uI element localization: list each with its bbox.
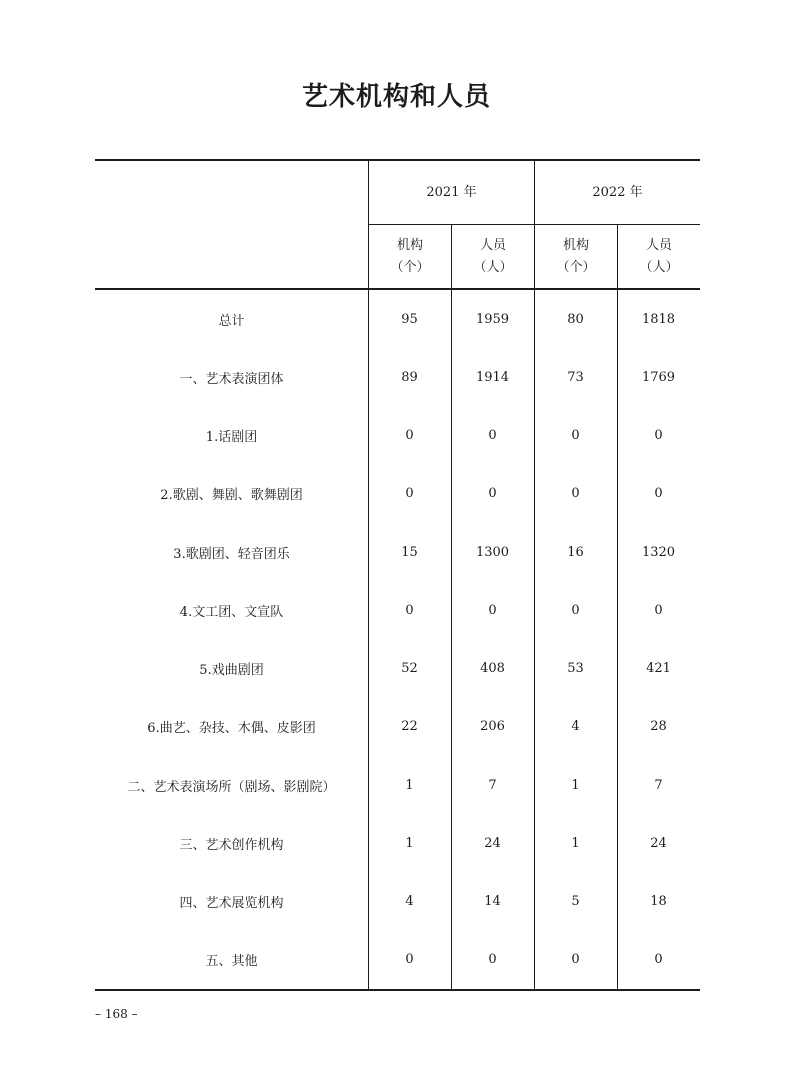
value-2021-institutions: 0 <box>405 428 414 444</box>
value-2022-institutions: 4 <box>571 719 580 735</box>
value-2021-institutions: 4 <box>405 894 414 910</box>
value-2021-institutions: 1 <box>405 777 414 793</box>
value-2022-institutions: 1 <box>571 835 580 851</box>
value-2021-institutions: 22 <box>401 719 418 735</box>
value-2022-institutions: 73 <box>567 369 584 385</box>
page-number: – 168 – <box>95 1007 138 1021</box>
subheader-unit: （人） <box>639 259 679 275</box>
value-2022-personnel: 1818 <box>641 311 676 327</box>
subheader-label: 机构 <box>562 237 589 253</box>
row-label: 三、艺术创作机构 <box>179 837 284 853</box>
year-header-2021 <box>369 161 534 224</box>
row-label: 2.歌剧、舞剧、歌舞剧团 <box>160 488 303 504</box>
value-2021-personnel: 0 <box>488 428 497 444</box>
value-2022-personnel: 18 <box>650 894 667 910</box>
value-2022-institutions: 0 <box>571 602 580 618</box>
value-2021-institutions: 52 <box>401 661 418 677</box>
value-2021-institutions: 0 <box>405 486 414 502</box>
value-2021-institutions: 15 <box>401 544 418 560</box>
row-label: 二、艺术表演场所（剧场、影剧院） <box>127 779 336 795</box>
subheader-label: 人员 <box>479 237 506 253</box>
value-2021-personnel: 0 <box>488 952 497 968</box>
value-2022-institutions: 1 <box>571 777 580 793</box>
value-2021-institutions: 1 <box>405 835 414 851</box>
value-2021-personnel: 14 <box>484 894 501 910</box>
value-2022-personnel: 28 <box>650 719 667 735</box>
value-2022-personnel: 7 <box>654 777 663 793</box>
value-2021-institutions: 95 <box>401 311 418 327</box>
year-header-2022 <box>535 161 700 224</box>
value-2022-institutions: 0 <box>571 952 580 968</box>
data-table-body <box>95 290 700 989</box>
value-2022-personnel: 0 <box>654 428 663 444</box>
row-label: 4.文工团、文宣队 <box>179 604 284 620</box>
row-label: 五、其他 <box>205 954 258 970</box>
subheader-2021-institutions <box>369 225 451 288</box>
year-label: 2022 年 <box>592 184 643 200</box>
value-2021-personnel: 0 <box>488 602 497 618</box>
row-label: 6.曲艺、杂技、木偶、皮影团 <box>147 721 316 737</box>
subheader-2021-personnel <box>452 225 534 288</box>
value-2022-personnel: 0 <box>654 486 663 502</box>
value-2022-personnel: 421 <box>646 661 671 677</box>
value-2021-personnel: 7 <box>488 777 497 793</box>
value-2021-personnel: 408 <box>480 661 505 677</box>
row-label: 总计 <box>218 313 245 329</box>
subheader-unit: （个） <box>390 259 430 275</box>
subheader-label: 人员 <box>645 237 672 253</box>
subheader-label: 机构 <box>396 237 423 253</box>
table-bottom-rule <box>95 989 700 991</box>
value-2021-institutions: 89 <box>401 369 418 385</box>
subheader-unit: （人） <box>473 259 513 275</box>
value-2022-institutions: 16 <box>567 544 584 560</box>
row-label: 四、艺术展览机构 <box>179 896 284 912</box>
page-title: 艺术机构和人员 <box>301 82 491 112</box>
value-2021-personnel: 1959 <box>475 311 510 327</box>
value-2021-personnel: 1300 <box>475 544 510 560</box>
row-label: 5.戏曲剧团 <box>199 663 264 679</box>
value-2022-personnel: 1769 <box>641 369 676 385</box>
row-label: 一、艺术表演团体 <box>179 371 284 387</box>
row-label: 1.话剧团 <box>205 430 258 446</box>
value-2021-institutions: 0 <box>405 602 414 618</box>
value-2022-personnel: 24 <box>650 835 667 851</box>
subheader-unit: （个） <box>556 259 596 275</box>
value-2022-institutions: 0 <box>571 428 580 444</box>
value-2021-personnel: 206 <box>480 719 505 735</box>
value-2022-institutions: 5 <box>571 894 580 910</box>
value-2021-personnel: 0 <box>488 486 497 502</box>
value-2022-institutions: 53 <box>567 661 584 677</box>
year-label: 2021 年 <box>426 184 477 200</box>
value-2021-personnel: 24 <box>484 835 501 851</box>
subheader-2022-institutions <box>535 225 617 288</box>
value-2022-personnel: 1320 <box>641 544 676 560</box>
value-2021-personnel: 1914 <box>475 369 510 385</box>
value-2022-institutions: 80 <box>567 311 584 327</box>
subheader-2022-personnel <box>618 225 700 288</box>
value-2022-institutions: 0 <box>571 486 580 502</box>
value-2022-personnel: 0 <box>654 602 663 618</box>
value-2022-personnel: 0 <box>654 952 663 968</box>
row-label: 3.歌剧团、轻音团乐 <box>173 546 290 562</box>
value-2021-institutions: 0 <box>405 952 414 968</box>
